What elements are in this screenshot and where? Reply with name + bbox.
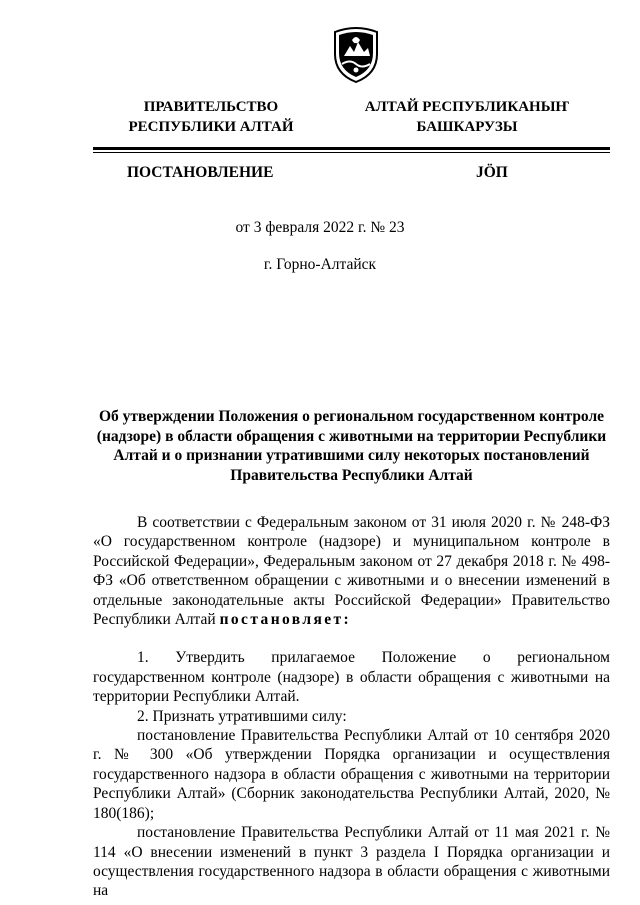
title-line: Алтай и о признании утратившими силу некоторых постановлений bbox=[113, 447, 590, 464]
decrees-word: постановляет: bbox=[219, 611, 352, 629]
item-2-paragraph: 2. Признать утратившими силу: bbox=[137, 707, 347, 725]
header-right-line1: АЛТАЙ РЕСПУБЛИКАНЫҤ bbox=[364, 99, 570, 115]
header-right bbox=[352, 97, 582, 137]
header-divider-thin bbox=[93, 152, 610, 153]
preamble-paragraph bbox=[93, 513, 610, 629]
repealed-act-1: постановление Правительства Республики Алтай от 10 сентября 2020 г. № 300 «Об утверждении Порядка организации и осуществления государственного надзора в области обращения с животными на территории Республики Алтай» (Сборник законодательства Республики Алтай, 2020, № 180(186); bbox=[93, 727, 610, 822]
header-left-line1: ПРАВИТЕЛЬСТВО bbox=[143, 99, 279, 115]
preamble-text: В соответствии с Федеральным законом от 31 июля 2020 г. № 248-ФЗ «О государственном контроле (надзоре) и муниципальном контроле в Российской Федерации», Федеральным законом от 27 декабря 2018 г. № 498-ФЗ «Об ответственном обращении с животными и о внесении изменений в отдельные законодательные акты Российской Федерации» Правительство Республики Алтай bbox=[93, 514, 610, 629]
repealed-act-2: постановление Правительства Республики Алтай от 11 мая 2021 г. № 114 «О внесении изменений в пункт 3 раздела I Порядка организации и осуществления государственного надзора в области обращения с животными на bbox=[93, 824, 610, 900]
city-line: г. Горно-Алтайск bbox=[263, 256, 377, 273]
header-left bbox=[96, 97, 326, 137]
doc-type-ru: ПОСТАНОВЛЕНИЕ bbox=[127, 164, 274, 181]
document-body bbox=[93, 513, 610, 901]
date-line: от 3 февраля 2022 г. № 23 bbox=[235, 219, 405, 236]
document-title bbox=[93, 407, 610, 485]
doc-type-alt: JÖП bbox=[476, 164, 508, 181]
altai-coat-of-arms-icon bbox=[330, 26, 382, 84]
item-1-paragraph: 1. Утвердить прилагаемое Положение о региональном государственном контроле (надзоре) в области обращения с животными на территории Республики Алтай. bbox=[93, 649, 610, 706]
header-right-line2: БАШКАРУЗЫ bbox=[416, 119, 518, 135]
title-line: (надзоре) в области обращения с животными на территории Республики bbox=[96, 427, 607, 445]
header-divider-thick bbox=[93, 147, 610, 150]
title-line: Правительства Республики Алтай bbox=[230, 466, 473, 484]
header-left-line2: РЕСПУБЛИКИ АЛТАЙ bbox=[128, 119, 294, 135]
title-line: Об утверждении Положения о региональном государственном контроле bbox=[98, 408, 605, 425]
